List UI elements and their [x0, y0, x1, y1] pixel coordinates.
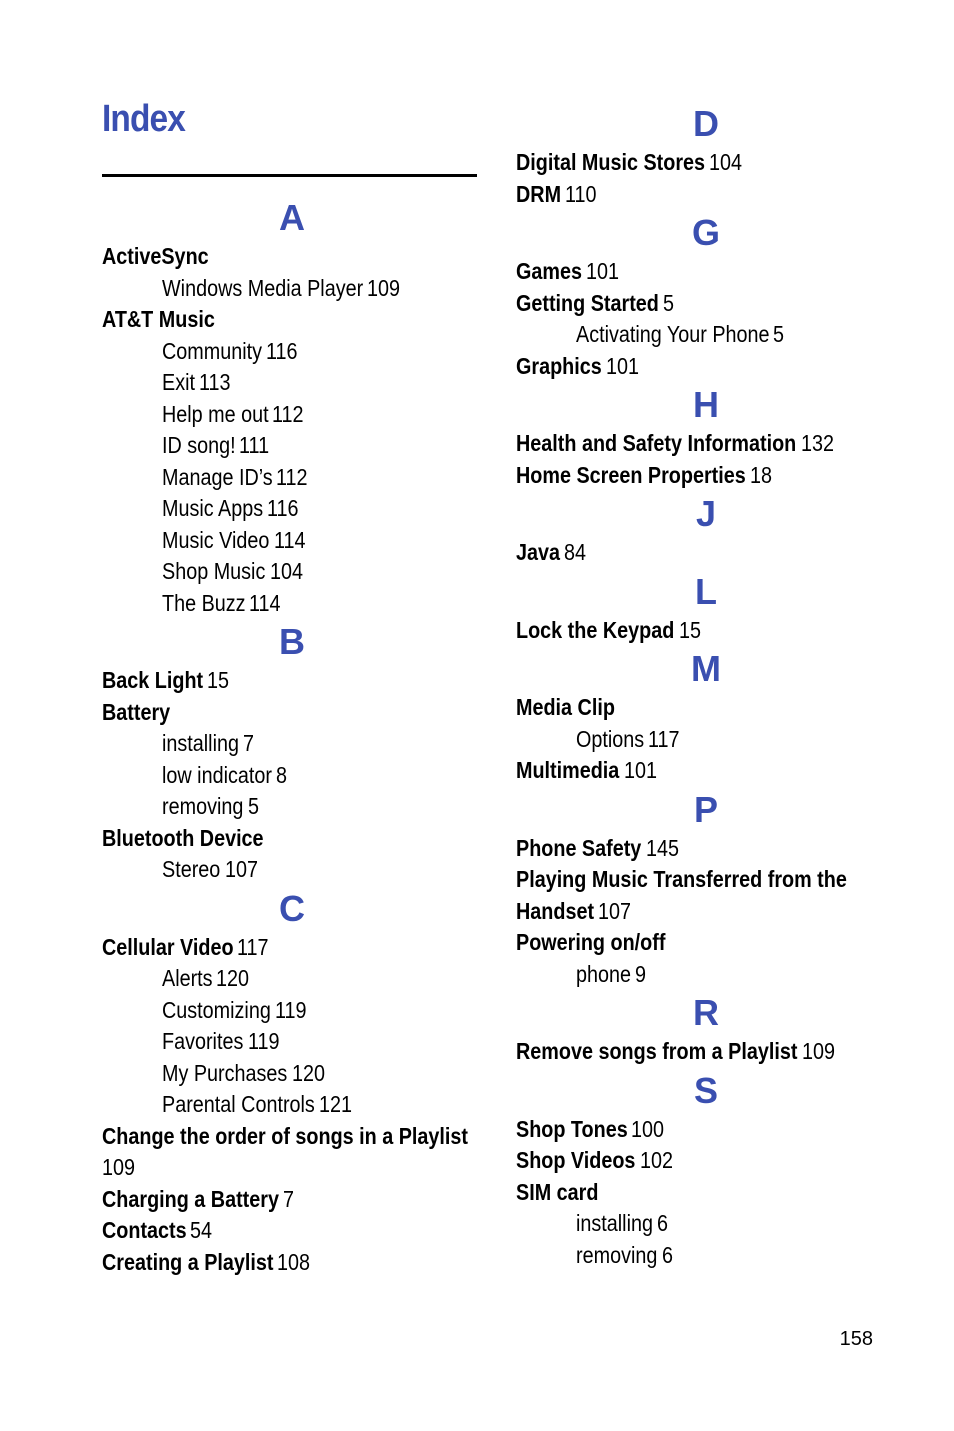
entry-term: ActiveSync [102, 243, 209, 269]
index-subentry [102, 399, 482, 431]
entry-term: Shop Tones [516, 1115, 628, 1142]
entry-page-ref: 84 [564, 539, 587, 565]
index-section-c [102, 886, 482, 1279]
index-subentry [102, 728, 482, 760]
index-section-j [516, 491, 896, 569]
entry-page-ref: 116 [266, 337, 298, 364]
index-entry [102, 932, 482, 964]
entry-page-ref: 120 [291, 1059, 325, 1086]
section-letter: P [693, 788, 718, 830]
entry-term: Charging a Battery [102, 1185, 279, 1212]
index-entry [516, 288, 896, 320]
index-subentry [102, 1058, 482, 1090]
entry-term: Exit [162, 369, 195, 395]
entry-page-ref: 114 [249, 589, 281, 616]
entry-term: Bluetooth Device [102, 824, 264, 851]
index-entry [516, 460, 896, 492]
entry-page-ref: 117 [237, 933, 269, 960]
index-subentry [102, 760, 482, 792]
entry-term: AT&T Music [102, 306, 215, 332]
entry-term: SIM card [516, 1178, 599, 1205]
section-letter: B [279, 621, 305, 662]
entry-term: DRM [516, 180, 562, 207]
section-letter: H [693, 384, 719, 425]
entry-page-ref: 112 [276, 463, 308, 490]
index-entry [516, 896, 896, 928]
title-underline [102, 174, 477, 177]
entry-term: Contacts [102, 1217, 187, 1243]
entry-page-ref: 119 [274, 996, 307, 1023]
entry-term: My Purchases [162, 1059, 288, 1086]
index-entry [102, 1215, 482, 1247]
entry-term: low indicator [162, 761, 272, 788]
entry-term: Handset [516, 897, 595, 924]
entry-term: Remove songs from a Playlist [516, 1038, 798, 1064]
index-subentry [516, 959, 896, 991]
index-entry [102, 697, 482, 729]
section-letter: G [691, 212, 720, 253]
page-title: Index [102, 98, 185, 140]
index-section-p [516, 787, 896, 991]
entry-term: Battery [102, 698, 171, 725]
entry-term: Creating a Playlist [102, 1248, 274, 1275]
entry-term: Phone Safety [516, 834, 642, 861]
index-section-r [516, 990, 896, 1068]
entry-term: removing [162, 793, 244, 819]
index-subentry [516, 1240, 896, 1272]
entry-page-ref: 7 [282, 1185, 294, 1212]
index-subentry [102, 556, 482, 588]
entry-term: ID song! [162, 432, 236, 458]
entry-page-ref: 113 [198, 369, 231, 395]
entry-page-ref: 116 [267, 495, 299, 521]
index-subentry [102, 462, 482, 494]
entry-term: Media Clip [516, 694, 615, 720]
entry-page-ref: 101 [585, 258, 619, 284]
entry-term: Games [516, 258, 582, 284]
entry-page-ref: 112 [272, 400, 304, 427]
index-subentry [102, 588, 482, 620]
entry-term: installing [576, 1210, 653, 1236]
index-entry [516, 864, 896, 896]
entry-term: Favorites [162, 1028, 244, 1054]
index-entry [516, 256, 896, 288]
entry-page-ref: 108 [277, 1248, 311, 1275]
index-subentry [102, 336, 482, 368]
entry-term: Lock the Keypad [516, 616, 675, 643]
entry-page-ref: 132 [800, 430, 834, 456]
index-entry [516, 927, 896, 959]
entry-page-ref: 109 [102, 1154, 136, 1180]
entry-term: Health and Safety Information [516, 430, 797, 456]
index-entry [516, 833, 896, 865]
entry-term: Music Video [162, 526, 270, 553]
index-entry [102, 665, 482, 697]
index-entry [102, 304, 482, 336]
index-entry [102, 1121, 482, 1153]
section-letter: C [279, 887, 305, 929]
index-entry [516, 179, 896, 211]
entry-page-ref: 100 [631, 1115, 665, 1142]
entry-term: Manage ID’s [162, 463, 273, 490]
entry-page-ref: 145 [645, 834, 679, 861]
index-entry [516, 537, 896, 569]
index-section-m [516, 646, 896, 787]
entry-page-ref: 101 [623, 757, 657, 783]
index-section-s [516, 1068, 896, 1272]
entry-term: Powering on/off [516, 929, 666, 955]
entry-term: Cellular Video [102, 933, 234, 960]
entry-page-ref: 104 [269, 558, 303, 584]
entry-page-ref: 15 [207, 667, 230, 693]
index-subentry [102, 273, 482, 305]
index-subentry [516, 1208, 896, 1240]
entry-term: Community [162, 337, 263, 364]
entry-page-ref: 5 [662, 289, 674, 316]
index-entry [102, 1247, 482, 1279]
index-subentry [102, 963, 482, 995]
entry-term: Playing Music Transferred from the [516, 866, 847, 892]
entry-page-ref: 107 [598, 897, 632, 924]
index-entry [516, 351, 896, 383]
entry-page-ref: 9 [635, 960, 647, 987]
index-entry [516, 1177, 896, 1209]
section-letter: S [693, 1069, 718, 1111]
section-letter: L [695, 570, 717, 612]
entry-page-ref: 5 [247, 793, 259, 819]
index-subentry [102, 1026, 482, 1058]
entry-page-ref: 109 [801, 1038, 835, 1064]
index-section-b [102, 619, 482, 886]
entry-page-ref: 111 [239, 432, 270, 458]
index-subentry [102, 367, 482, 399]
entry-page-ref: 101 [605, 352, 639, 379]
entry-page-ref: 54 [190, 1217, 213, 1243]
index-column-left [102, 195, 482, 1278]
index-entry [102, 1152, 482, 1184]
index-entry [516, 1036, 896, 1068]
entry-page-ref: 5 [773, 321, 785, 347]
entry-page-ref: 117 [648, 725, 680, 752]
index-entry [516, 755, 896, 787]
entry-term: Parental Controls [162, 1091, 315, 1117]
index-subentry [102, 493, 482, 525]
section-letter: R [693, 992, 719, 1033]
entry-term: Multimedia [516, 757, 620, 783]
index-section-g [516, 210, 896, 382]
section-letter: A [279, 197, 305, 238]
entry-term: Options [576, 725, 645, 752]
entry-term: Stereo [162, 856, 221, 882]
entry-page-ref: 104 [709, 149, 743, 175]
index-section-a [102, 195, 482, 619]
index-subentry [102, 995, 482, 1027]
entry-term: Activating Your Phone [576, 321, 770, 347]
section-letter: D [693, 103, 719, 144]
entry-page-ref: 119 [247, 1028, 280, 1054]
entry-page-ref: 114 [273, 526, 306, 553]
entry-term: Windows Media Player [162, 274, 364, 301]
entry-term: Customizing [162, 996, 271, 1023]
index-section-h [516, 382, 896, 491]
index-entry [516, 428, 896, 460]
entry-page-ref: 120 [216, 965, 250, 991]
index-subentry [102, 525, 482, 557]
index-section-l [516, 569, 896, 647]
index-column-right [516, 101, 896, 1271]
entry-term: Digital Music Stores [516, 149, 706, 175]
section-letter: J [695, 493, 717, 534]
entry-page-ref: 109 [367, 274, 401, 301]
index-entry [516, 1145, 896, 1177]
index-entry [516, 147, 896, 179]
index-subentry [516, 319, 896, 351]
index-entry [102, 1184, 482, 1216]
entry-page-ref: 6 [656, 1210, 668, 1236]
entry-term: Getting Started [516, 289, 659, 316]
section-letter: M [691, 648, 721, 689]
entry-page-ref: 102 [639, 1147, 673, 1173]
entry-term: Shop Videos [516, 1147, 636, 1173]
entry-term: Back Light [102, 667, 204, 693]
entry-term: The Buzz [162, 589, 246, 616]
entry-term: installing [162, 730, 239, 756]
entry-term: Shop Music [162, 558, 266, 584]
entry-term: Help me out [162, 400, 269, 427]
index-subentry [102, 791, 482, 823]
entry-page-ref: 110 [565, 180, 597, 207]
entry-term: Music Apps [162, 495, 264, 521]
entry-term: Java [516, 539, 561, 565]
index-subentry [102, 430, 482, 462]
index-entry [516, 1114, 896, 1146]
index-entry [516, 615, 896, 647]
entry-term: Graphics [516, 352, 602, 379]
entry-term: phone [576, 960, 632, 987]
entry-page-ref: 18 [749, 461, 772, 488]
entry-page-ref: 6 [661, 1241, 673, 1268]
entry-page-ref: 8 [275, 761, 287, 788]
index-entry [516, 692, 896, 724]
page-number: 158 [839, 1328, 873, 1350]
entry-page-ref: 15 [678, 616, 701, 643]
entry-page-ref: 7 [242, 730, 254, 756]
index-section-d [516, 101, 896, 210]
entry-page-ref: 107 [224, 856, 258, 882]
entry-term: Home Screen Properties [516, 461, 746, 488]
index-subentry [102, 1089, 482, 1121]
entry-term: Alerts [162, 965, 213, 991]
index-subentry [102, 854, 482, 886]
index-subentry [516, 724, 896, 756]
index-entry [102, 241, 482, 273]
index-entry [102, 823, 482, 855]
entry-term: removing [576, 1241, 658, 1268]
entry-page-ref: 121 [318, 1091, 352, 1117]
entry-term: Change the order of songs in a Playlist [102, 1122, 469, 1149]
